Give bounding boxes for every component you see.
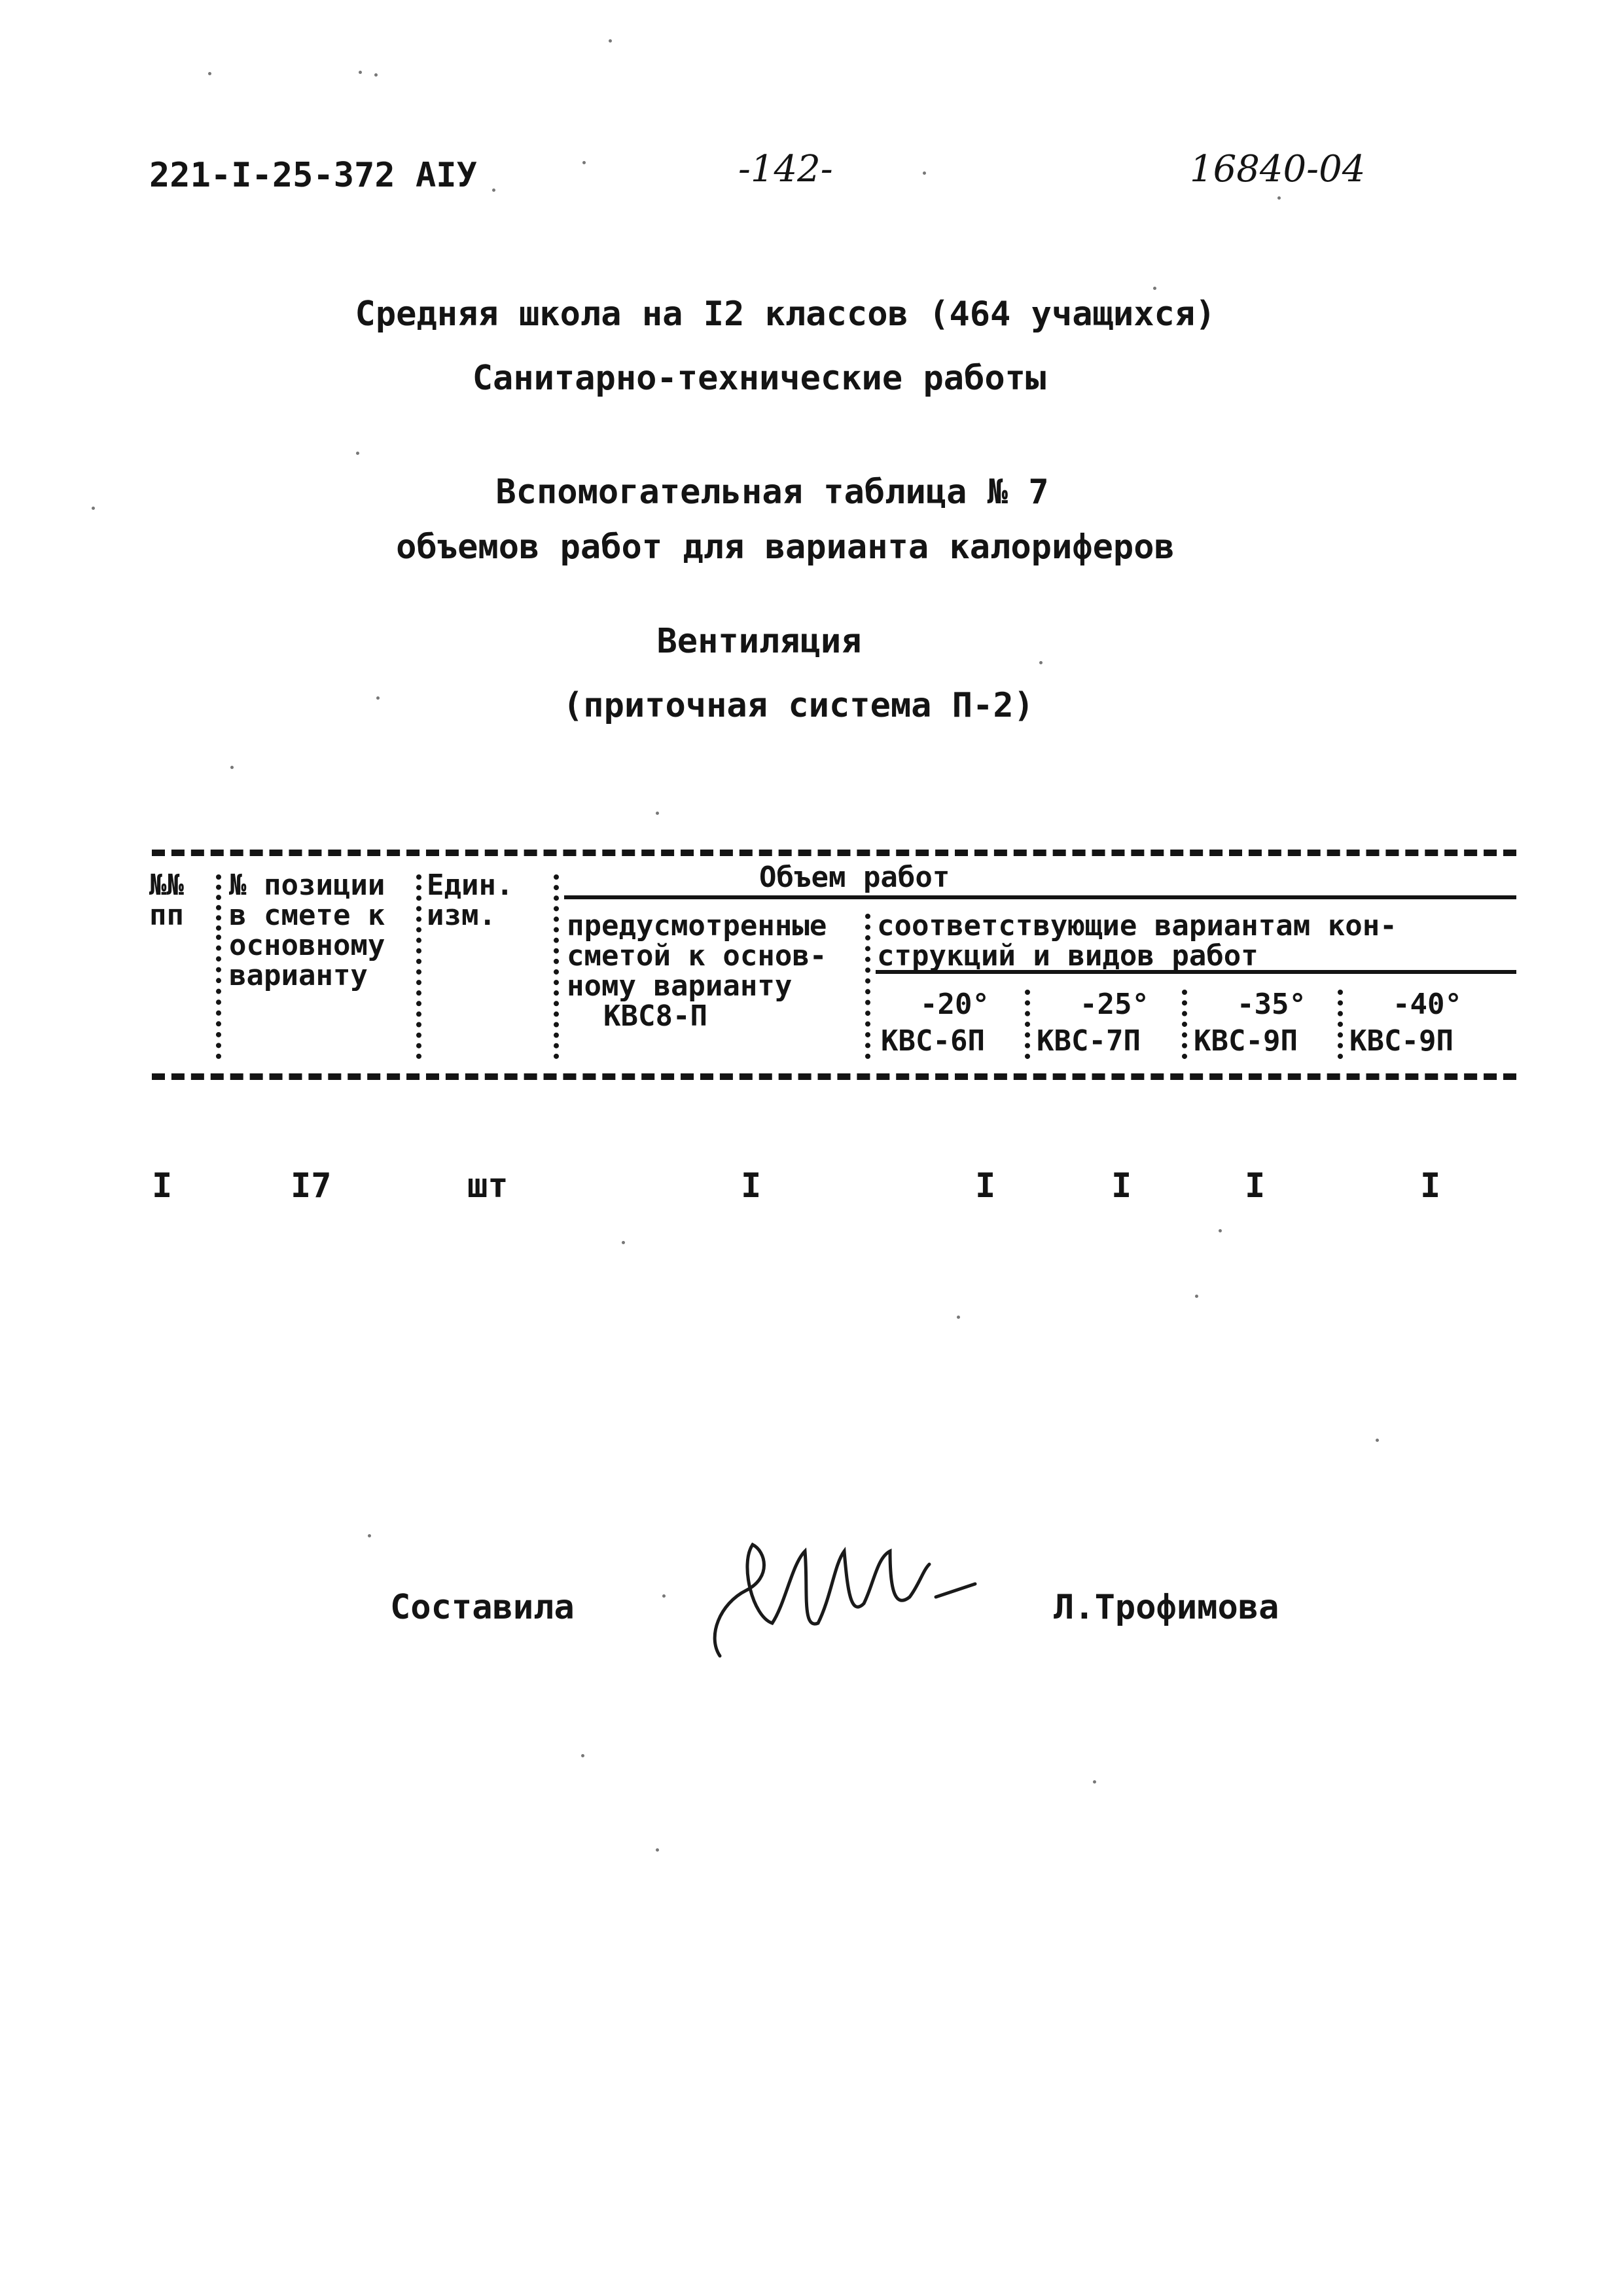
title-ventilation: Вентиляция xyxy=(656,622,862,661)
variant-group-line1: соответствующие вариантам кон- xyxy=(877,909,1397,942)
cell-variant-1: I xyxy=(975,1166,996,1206)
scan-speck xyxy=(492,188,495,192)
scan-speck xyxy=(656,1848,659,1852)
scan-speck xyxy=(230,766,234,769)
variant-4-temp: -40° xyxy=(1393,988,1462,1021)
col-separator xyxy=(216,874,226,931)
scan-speck xyxy=(582,161,586,164)
table-top-border xyxy=(152,850,1516,856)
scan-speck xyxy=(359,71,362,74)
variant-4-model: КВС-9П xyxy=(1349,1024,1454,1058)
col-unit-line1: Един. xyxy=(427,869,514,902)
col-num-line2: пп xyxy=(149,899,184,932)
title-school: Средняя школа на I2 классов (464 учащихся) xyxy=(355,295,1216,334)
scan-speck xyxy=(1219,1229,1222,1232)
cell-variant-3: I xyxy=(1245,1166,1266,1206)
scan-speck xyxy=(656,812,659,815)
variant-1-temp: -20° xyxy=(920,988,990,1021)
col-separator xyxy=(865,914,876,1059)
scan-speck xyxy=(1376,1439,1379,1442)
scan-speck xyxy=(957,1316,960,1319)
scan-speck xyxy=(1093,1780,1096,1784)
title-table-number: Вспомогательная таблица № 7 xyxy=(495,473,1049,512)
col-position-line2: в смете к xyxy=(229,899,385,932)
scan-speck xyxy=(1153,287,1156,290)
scan-speck xyxy=(1277,196,1281,200)
col-base-line2: сметой к основ- xyxy=(567,939,827,973)
col-separator xyxy=(1025,990,1035,1059)
variant-3-temp: -35° xyxy=(1237,988,1306,1021)
group-header-underline xyxy=(564,895,1516,899)
title-table-subject: объемов работ для варианта калориферов xyxy=(396,528,1175,567)
signature-image xyxy=(694,1525,995,1676)
variant-group-underline xyxy=(876,970,1516,974)
table-header-bottom-border xyxy=(152,1073,1516,1080)
scan-speck xyxy=(376,696,380,700)
col-position-line4: варианту xyxy=(229,959,368,992)
title-section: Санитарно-технические работы xyxy=(472,359,1046,398)
cell-position: I7 xyxy=(291,1166,332,1206)
scan-speck xyxy=(208,72,211,75)
col-base-model: КВС8-П xyxy=(603,999,707,1033)
col-position-line3: основному xyxy=(229,929,385,962)
scan-speck xyxy=(356,452,359,455)
cell-base: I xyxy=(741,1166,762,1206)
scan-speck xyxy=(374,73,378,77)
scan-speck xyxy=(92,507,95,510)
variant-3-model: КВС-9П xyxy=(1194,1024,1298,1058)
document-code: 221-I-25-372 AIУ xyxy=(149,156,477,195)
scan-speck xyxy=(368,1534,371,1537)
scan-speck xyxy=(1039,661,1043,664)
col-separator xyxy=(554,874,564,1059)
variant-group-line2: струкций и видов работ xyxy=(877,939,1258,973)
scan-speck xyxy=(662,1594,666,1598)
compiled-by-label: Составила xyxy=(390,1588,575,1627)
cell-variant-4: I xyxy=(1420,1166,1441,1206)
compiler-name: Л.Трофимова xyxy=(1054,1588,1279,1627)
scan-speck xyxy=(609,39,612,43)
page-number: -142- xyxy=(738,148,833,190)
cell-num: I xyxy=(152,1166,173,1206)
col-separator xyxy=(216,935,226,1059)
variant-2-temp: -25° xyxy=(1080,988,1149,1021)
col-base-line1: предусмотренные xyxy=(567,909,827,942)
archive-number: 16840-04 xyxy=(1190,148,1366,190)
scan-speck xyxy=(1195,1295,1198,1298)
col-base-line3: ному варианту xyxy=(567,969,793,1003)
col-num-line1: №№ xyxy=(149,869,184,902)
col-separator xyxy=(1182,990,1192,1059)
cell-variant-2: I xyxy=(1111,1166,1132,1206)
col-separator xyxy=(1338,990,1348,1059)
col-unit-line2: изм. xyxy=(427,899,496,932)
scan-speck xyxy=(622,1241,625,1244)
group-header-volume: Объем работ xyxy=(759,861,950,894)
col-position-line1: № позиции xyxy=(229,869,385,902)
col-separator xyxy=(416,874,427,1059)
variant-1-model: КВС-6П xyxy=(881,1024,985,1058)
cell-unit: шт xyxy=(467,1166,508,1206)
scan-speck xyxy=(581,1754,584,1757)
scan-speck xyxy=(923,171,926,175)
variant-2-model: КВС-7П xyxy=(1037,1024,1141,1058)
title-system: (приточная система П-2) xyxy=(562,686,1035,725)
